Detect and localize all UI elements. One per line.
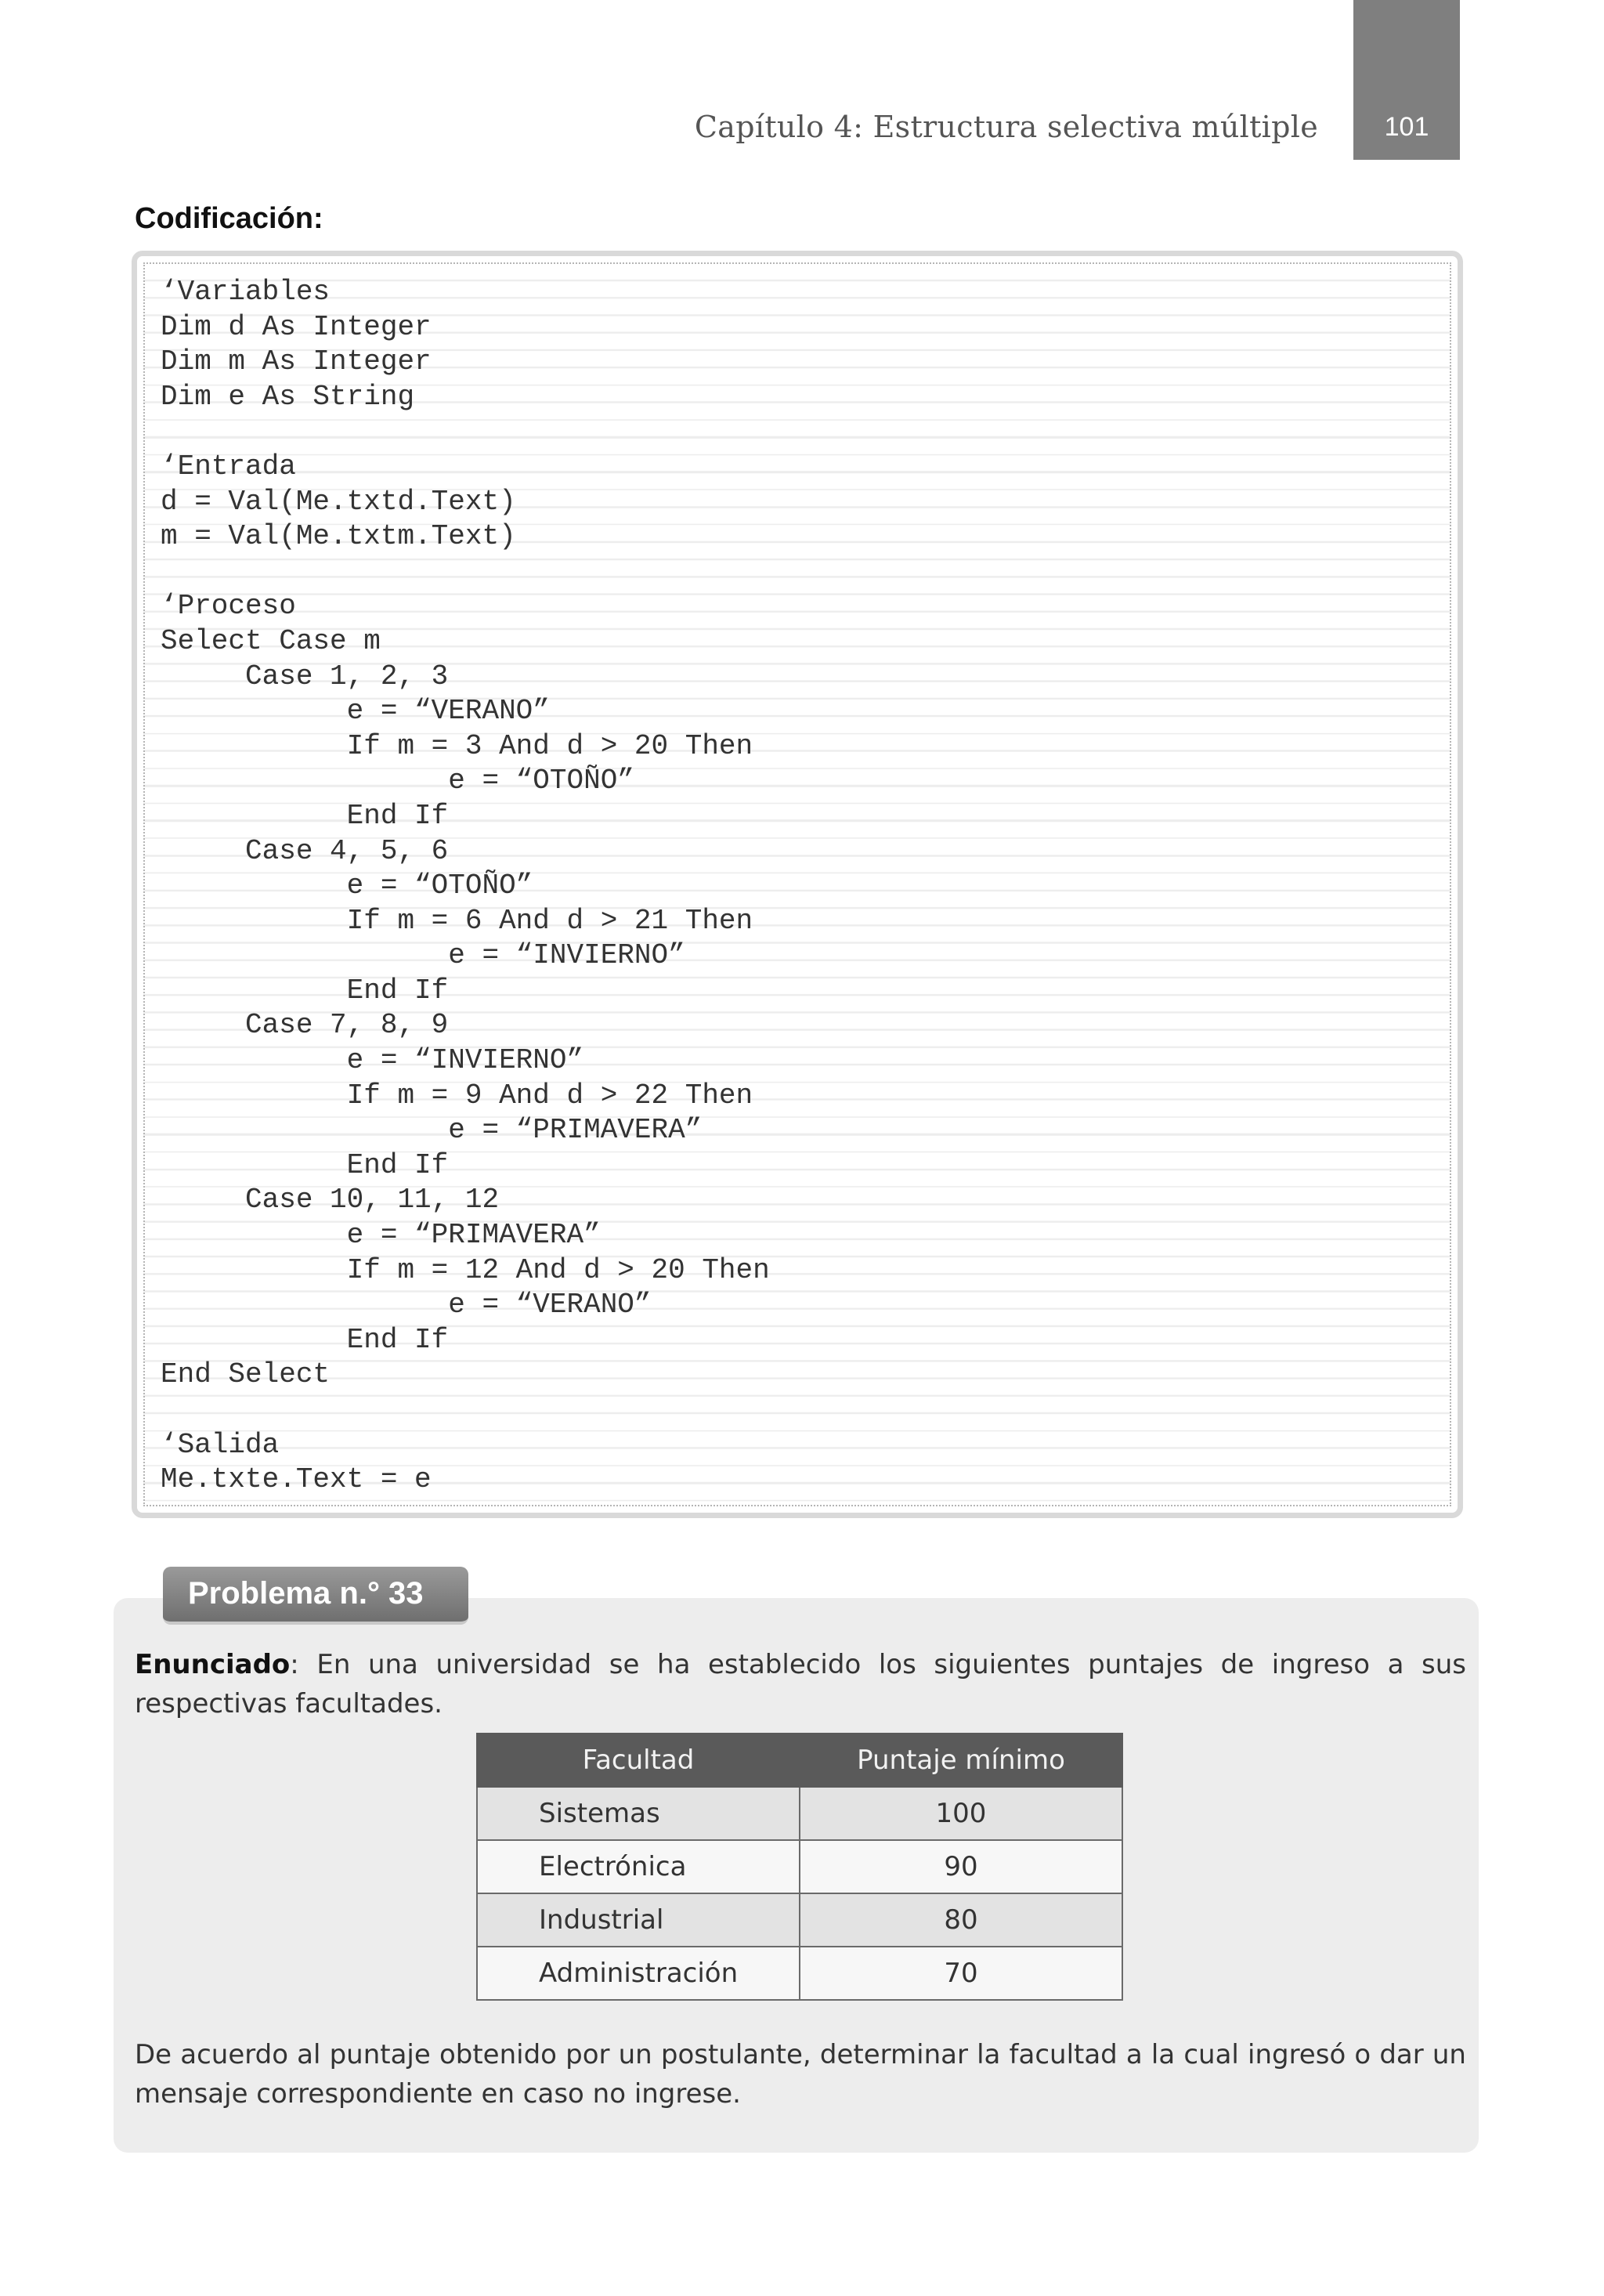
table-header-faculty: Facultad xyxy=(477,1734,800,1787)
page-number-tab xyxy=(1353,0,1460,160)
code-line: End Select xyxy=(161,1358,331,1391)
table-cell-faculty: Administración xyxy=(477,1947,800,2000)
code-line: Select Case m xyxy=(161,624,381,657)
code-line: Me.txte.Text = e xyxy=(161,1463,432,1496)
code-listing-box xyxy=(132,251,1463,1518)
problem-badge xyxy=(163,1567,468,1625)
table-cell-score: 90 xyxy=(800,1840,1122,1893)
code-line: d = Val(Me.txtd.Text) xyxy=(161,485,516,518)
code-line: m = Val(Me.txtm.Text) xyxy=(161,520,516,553)
table-header-min-score: Puntaje mínimo xyxy=(800,1734,1122,1787)
code-line: Case 10, 11, 12 xyxy=(161,1184,500,1217)
code-listing xyxy=(161,275,770,1498)
code-line: Case 1, 2, 3 xyxy=(161,660,449,692)
running-header: Capítulo 4: Estructura selectiva múltiple xyxy=(694,110,1318,144)
table-cell-score: 70 xyxy=(800,1947,1122,2000)
code-line: e = “INVIERNO” xyxy=(161,1044,584,1077)
table-row xyxy=(477,1947,1122,2000)
table-row xyxy=(477,1893,1122,1947)
code-line: Case 7, 8, 9 xyxy=(161,1009,449,1042)
code-line: If m = 6 And d > 21 Then xyxy=(161,904,753,937)
code-line: ‘Proceso xyxy=(161,590,296,623)
code-line: Dim m As Integer xyxy=(161,345,432,378)
statement-text: : En una universidad se ha establecido los siguientes puntajes de ingreso a sus respectivas facultades. xyxy=(135,1649,1466,1719)
code-line: End If xyxy=(161,1148,449,1181)
code-line: e = “OTOÑO” xyxy=(161,870,533,902)
code-line: Case 4, 5, 6 xyxy=(161,834,449,867)
table-cell-faculty: Industrial xyxy=(477,1893,800,1947)
code-line: If m = 12 And d > 20 Then xyxy=(161,1253,770,1286)
code-line: e = “OTOÑO” xyxy=(161,765,634,797)
code-line: End If xyxy=(161,974,449,1007)
section-title: Codificación: xyxy=(135,202,323,235)
page-number: 101 xyxy=(1384,112,1429,142)
problem-conclusion: De acuerdo al puntaje obtenido por un postulante, determinar la facultad a la cual ingresó o dar un mensaje correspondiente en caso no ingrese. xyxy=(135,2039,1466,2110)
code-line: If m = 9 And d > 22 Then xyxy=(161,1079,753,1112)
table-header-row xyxy=(477,1734,1122,1787)
code-line: ‘Salida xyxy=(161,1428,280,1461)
code-line: ‘Variables xyxy=(161,276,331,308)
code-line: e = “PRIMAVERA” xyxy=(161,1114,703,1147)
statement-label: Enunciado xyxy=(135,1649,291,1680)
problem-statement xyxy=(135,1645,1466,1723)
faculty-table xyxy=(476,1733,1123,2001)
code-line: e = “VERANO” xyxy=(161,695,550,728)
code-line: ‘Entrada xyxy=(161,450,296,483)
code-line: e = “VERANO” xyxy=(161,1289,652,1322)
problem-badge-label: Problema n.° 33 xyxy=(188,1576,424,1611)
table-cell-faculty: Electrónica xyxy=(477,1840,800,1893)
code-line: Dim d As Integer xyxy=(161,310,432,343)
code-line: End If xyxy=(161,799,449,832)
code-line: e = “INVIERNO” xyxy=(161,939,685,972)
table-row xyxy=(477,1840,1122,1893)
code-listing-paper xyxy=(143,262,1451,1506)
table-cell-faculty: Sistemas xyxy=(477,1787,800,1840)
table-row xyxy=(477,1787,1122,1840)
code-line: e = “PRIMAVERA” xyxy=(161,1219,601,1252)
code-line: Dim e As String xyxy=(161,380,415,413)
table-cell-score: 80 xyxy=(800,1893,1122,1947)
code-line: End If xyxy=(161,1323,449,1356)
code-line: If m = 3 And d > 20 Then xyxy=(161,729,753,762)
table-cell-score: 100 xyxy=(800,1787,1122,1840)
